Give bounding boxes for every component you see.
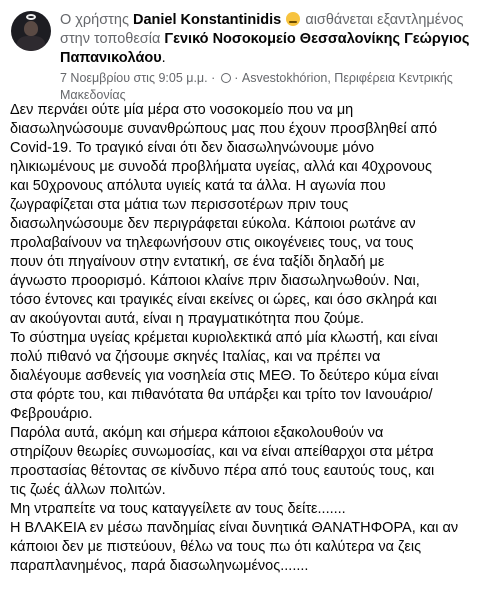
avatar-halo-icon <box>26 14 36 20</box>
post-paragraph: Παρόλα αυτά, ακόμη και σήμερα κάποιοι εξακολουθούν να στηρίζουν θεωρίες συνωμοσίας, και να είναι απείθαρχοι στα μέτρα προστασίας θέτοντας σε κίνδυνο πέρα από τους εαυτούς τους, και τις ζωές άλλων πολιτών. <box>10 425 435 498</box>
tired-face-emoji-icon <box>286 12 300 26</box>
post-meta <box>60 70 490 103</box>
header-period: . <box>161 50 166 66</box>
header-prefix: Ο χρήστης <box>60 12 129 28</box>
post-header <box>60 11 490 68</box>
meta-separator-2: · <box>234 71 239 85</box>
post-paragraph: Το σύστημα υγείας κρέμεται κυριολεκτικά από μία κλωστή, και είναι πολύ πιθανό να ζήσουμε σκηνές Ιταλίας, και να πρέπει να διαλέγουμε ασθενείς για νοσηλεία στις ΜΕΘ. Το δεύτερο κύμα είναι στα φόρτε του, και πιθανότατα θα υπάρξει και τρίτο τον Ιανουάριο/ Φεβρουάριο. <box>10 330 439 422</box>
post-paragraph: Δεν περνάει ούτε μία μέρα στο νοσοκομείο που να μη διασωληνώσουμε συνανθρώπους μας που έχουν προσβληθεί από Covid-19. Το τραγικό είναι ότι δεν διασωληνώνουμε μόνο ηλικιωμένους με συνοδά προβλήματα υγείας, αλλά και 40χρονους και 50χρονους απόλυτα υγιείς κατά τα άλλα. Η αγωνία που ζωγραφίζεται στα μάτια των περισσοτέρων πριν τους διασωληνώσουμε δεν περιγράφεται εύκολα. Κάποιοι ρωτάνε αν προλαβαίνουν να τηλεφωνήσουν στις οικογένειες τους, να τους πουν ότι πηγαίνουν στην εντατική, σε ένα ταξίδι δηλαδή με άγνωστο προορισμό. Κάποιοι κλαίνε πριν διασωληνωθούν. Ναι, τόσο έντονες και τραγικές είναι εκείνες οι ώρες, και όσο σκληρά και αν ακούγονται αυτά, είναι η πραγματικότητα που ζούμε. <box>10 102 438 327</box>
post-paragraph: Μη ντραπείτε να τους καταγγείλετε αν τους δείτε....... <box>10 501 346 517</box>
author-name-link[interactable]: Daniel Konstantinidis <box>133 12 282 28</box>
globe-icon[interactable] <box>221 73 231 83</box>
post-timestamp-link[interactable]: 7 Νοεμβρίου στις 9:05 μ.μ. <box>60 71 208 85</box>
avatar[interactable] <box>11 11 51 51</box>
post-body <box>10 101 495 576</box>
post-paragraph: Η ΒΛΑΚΕΙΑ εν μέσω πανδημίας είναι δυνητικά ΘΑΝΑΤΗΦΟΡΑ, και αν κάποιοι δεν με πιστεύουν, θέλω να τους πω ότι καλύτερα να ζεις παραπλανημένος, παρά διασωληνωμένος....... <box>10 520 459 574</box>
avatar-head <box>24 21 38 36</box>
meta-separator: · <box>211 71 216 85</box>
post-location-link[interactable]: Asvestokhórion, Περιφέρεια Κεντρικής Μακεδονίας <box>60 71 453 102</box>
feeling-text: αισθάνεται εξαντλημένος στην τοποθεσία <box>60 12 464 47</box>
avatar-body <box>17 36 45 51</box>
place-link[interactable]: Γενικό Νοσοκομείο Θεσσαλονίκης Γεώργιος Παπανικολάου <box>60 31 470 66</box>
